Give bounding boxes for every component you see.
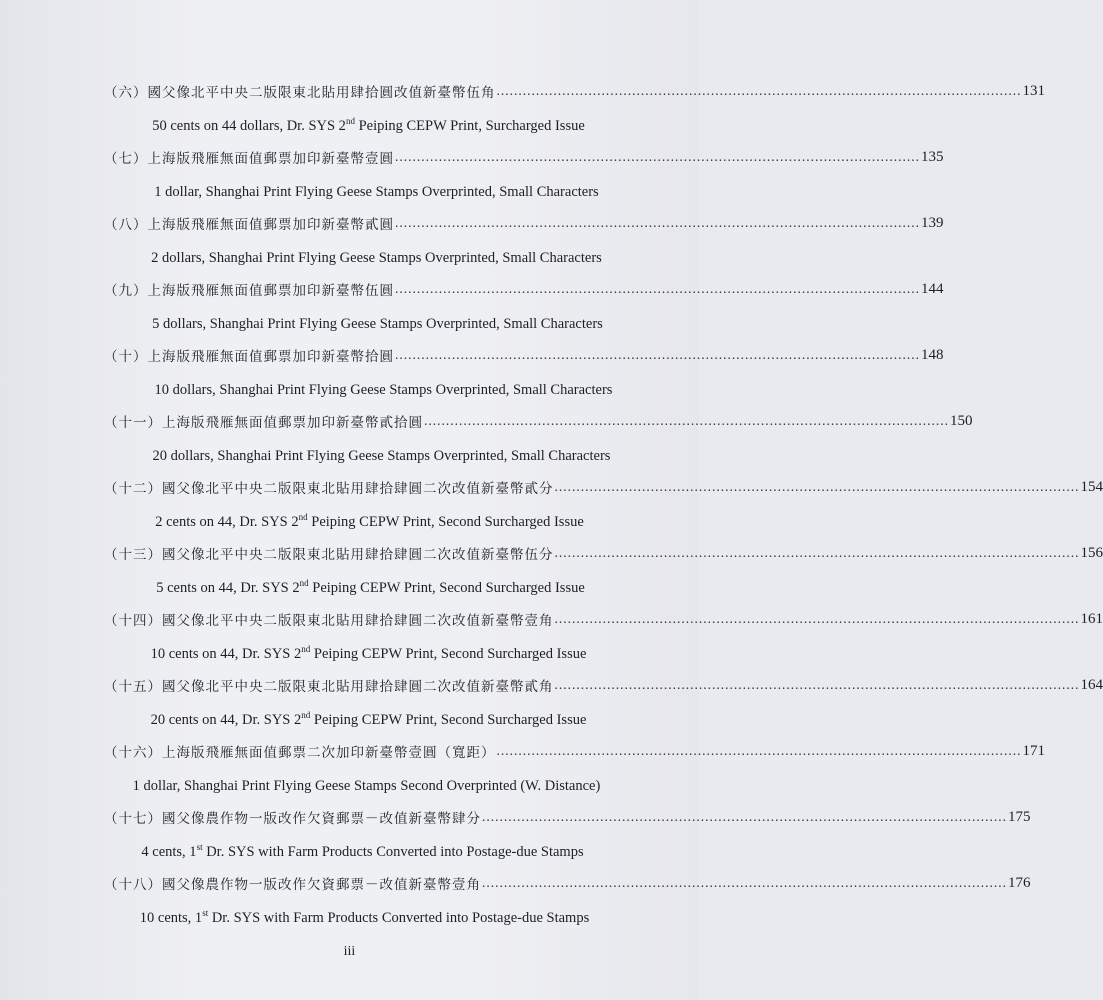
toc-entry-chinese <box>104 674 1103 696</box>
english-title-text: 20 cents on 44, Dr. SYS 2 <box>150 712 302 728</box>
toc-entry-number: （十六） <box>104 745 162 761</box>
dot-leader: ........................................................................................................................ <box>496 83 1022 98</box>
toc-entry-english <box>15 907 714 929</box>
dot-leader: ........................................................................................................................ <box>395 149 920 164</box>
ordinal-suffix: st <box>196 842 203 852</box>
ordinal-suffix: st <box>202 908 209 918</box>
english-title-text: 10 dollars, Shanghai Print Flying Geese Stamps Overprinted, Small Characters <box>154 382 613 398</box>
toc-entry-number: （七） <box>104 151 148 167</box>
ordinal-suffix: nd <box>301 710 311 720</box>
toc-entry-page: 131 <box>1022 82 1045 99</box>
english-title-text: 10 cents, 1 <box>139 910 203 926</box>
toc-entry-chinese <box>104 476 1103 498</box>
toc-entry-title: 上海版飛雁無面值郵票加印新臺幣貳拾圓 <box>162 415 423 431</box>
english-title-text: 4 cents, 1 <box>141 844 197 860</box>
english-title-text-continued: Peiping CEPW Print, Second Surcharged Issue <box>310 646 587 662</box>
toc-entry-title: 上海版飛雁無面值郵票二次加印新臺幣壹圓（寬距） <box>162 745 496 761</box>
english-title-text: 1 dollar, Shanghai Print Flying Geese Stamps Second Overprinted (W. Distance) <box>132 778 601 794</box>
toc-entry-number: （十五） <box>104 679 162 695</box>
toc-entry-number: （九） <box>104 283 148 299</box>
dot-leader: ........................................................................................................................ <box>395 347 920 362</box>
toc-entry-english <box>20 511 719 533</box>
ordinal-suffix: nd <box>299 578 309 588</box>
toc-entry-page: 139 <box>921 214 944 231</box>
dot-leader: ........................................................................................................................ <box>482 875 1007 890</box>
toc-entry-english <box>27 181 726 203</box>
toc-entry-page: 161 <box>1080 610 1103 627</box>
dot-leader: ........................................................................................................................ <box>395 281 920 296</box>
english-title-text: 2 dollars, Shanghai Print Flying Geese Stamps Overprinted, Small Characters <box>151 250 602 266</box>
toc-entry-chinese <box>104 542 1103 564</box>
toc-entry-english <box>19 643 718 665</box>
toc-entry-title: 國父像北平中央二版限東北貼用肆拾肆圓二次改值新臺幣貳角 <box>162 679 554 695</box>
english-title-text: 1 dollar, Shanghai Print Flying Geese Stamps Overprinted, Small Characters <box>154 184 599 200</box>
toc-entry-page: 144 <box>921 280 944 297</box>
toc-entry-title: 國父像北平中央二版限東北貼用肆拾肆圓二次改值新臺幣貳分 <box>162 481 554 497</box>
english-title-text: 20 dollars, Shanghai Print Flying Geese Stamps Overprinted, Small Characters <box>152 448 611 464</box>
english-title-text: 2 cents on 44, Dr. SYS 2 <box>155 514 299 530</box>
toc-entry-title: 國父像北平中央二版限東北貼用肆拾肆圓二次改值新臺幣壹角 <box>162 613 554 629</box>
toc-entry-number: （八） <box>104 217 148 233</box>
toc-entry-english <box>13 841 712 863</box>
dot-leader: ........................................................................................................................ <box>482 809 1007 824</box>
english-title-text-continued: Dr. SYS with Farm Products Converted into Postage-due Stamps <box>208 910 590 926</box>
toc-entry-title: 國父像農作物一版改作欠資郵票－改值新臺幣壹角 <box>162 877 481 893</box>
english-title-text: 5 dollars, Shanghai Print Flying Geese Stamps Overprinted, Small Characters <box>152 316 603 332</box>
toc-entry-english <box>28 313 727 335</box>
toc-entry-english <box>21 577 720 599</box>
toc-entry-chinese <box>104 872 1031 894</box>
toc-entry-title: 上海版飛雁無面值郵票加印新臺幣伍圓 <box>147 283 394 299</box>
toc-entry-number: （十三） <box>104 547 162 563</box>
toc-entry-chinese <box>104 278 944 300</box>
toc-entry-number: （十二） <box>104 481 162 497</box>
toc-entry-number: （十四） <box>104 613 162 629</box>
ordinal-suffix: nd <box>301 644 311 654</box>
ordinal-suffix: nd <box>345 116 355 126</box>
page-number: iii <box>343 944 356 959</box>
english-title-text-continued: Peiping CEPW Print, Second Surcharged Issue <box>307 514 584 530</box>
toc-entry-title: 國父像北平中央二版限東北貼用肆拾肆圓二次改值新臺幣伍分 <box>162 547 554 563</box>
toc-entry-title: 上海版飛雁無面值郵票加印新臺幣拾圓 <box>147 349 394 365</box>
toc-entry-chinese <box>104 344 944 366</box>
toc-entry-number: （十八） <box>104 877 162 893</box>
toc-entry-page: 171 <box>1022 742 1045 759</box>
english-title-text: 50 cents on 44 dollars, Dr. SYS 2 <box>152 118 346 134</box>
dot-leader: ........................................................................................................................ <box>554 611 1080 626</box>
dot-leader: ........................................................................................................................ <box>424 413 949 428</box>
toc-entry-chinese <box>104 212 944 234</box>
toc-entry-chinese <box>104 80 1045 102</box>
toc-entry-number: （十七） <box>104 811 162 827</box>
toc-entry-page: 148 <box>921 346 944 363</box>
dot-leader: ........................................................................................................................ <box>554 479 1080 494</box>
english-title-text: 10 cents on 44, Dr. SYS 2 <box>150 646 302 662</box>
toc-entry-page: 176 <box>1008 874 1031 891</box>
english-title-text: 5 cents on 44, Dr. SYS 2 <box>156 580 300 596</box>
toc-entry-chinese <box>104 740 1045 762</box>
toc-entry-page: 156 <box>1080 544 1103 561</box>
toc-entry-number: （十） <box>104 349 148 365</box>
toc-entry-page: 150 <box>950 412 973 429</box>
ordinal-suffix: nd <box>298 512 308 522</box>
english-title-text-continued: Peiping CEPW Print, Second Surcharged Issue <box>308 580 585 596</box>
toc-entry-chinese <box>104 146 944 168</box>
toc-entry-english <box>34 379 733 401</box>
toc-entry-number: （六） <box>104 85 148 101</box>
toc-entry-title: 國父像北平中央二版限東北貼用肆拾圓改值新臺幣伍角 <box>147 85 496 101</box>
toc-entry-title: 上海版飛雁無面值郵票加印新臺幣貳圓 <box>147 217 394 233</box>
toc-entry-chinese <box>104 608 1103 630</box>
toc-entry-page: 135 <box>921 148 944 165</box>
dot-leader: ........................................................................................................................ <box>496 743 1022 758</box>
english-title-text-continued: Dr. SYS with Farm Products Converted into Postage-due Stamps <box>202 844 584 860</box>
toc-entry-english <box>19 115 718 137</box>
toc-entry-page: 175 <box>1008 808 1031 825</box>
dot-leader: ........................................................................................................................ <box>395 215 920 230</box>
toc-entry-chinese <box>104 410 973 432</box>
toc-entry-chinese <box>104 806 1031 828</box>
dot-leader: ........................................................................................................................ <box>554 545 1080 560</box>
dot-leader: ........................................................................................................................ <box>554 677 1080 692</box>
toc-entry-number: （十一） <box>104 415 162 431</box>
toc-entry-english <box>19 709 718 731</box>
toc-entry-page: 154 <box>1080 478 1103 495</box>
english-title-text-continued: Peiping CEPW Print, Second Surcharged Issue <box>310 712 587 728</box>
toc-entry-english <box>27 247 726 269</box>
toc-entry-title: 上海版飛雁無面值郵票加印新臺幣壹圓 <box>147 151 394 167</box>
toc-entry-english <box>32 445 731 467</box>
english-title-text-continued: Peiping CEPW Print, Surcharged Issue <box>354 118 585 134</box>
toc-entry-title: 國父像農作物一版改作欠資郵票－改值新臺幣肆分 <box>162 811 481 827</box>
toc-entry-english <box>17 775 716 797</box>
toc-entry-page: 164 <box>1080 676 1103 693</box>
